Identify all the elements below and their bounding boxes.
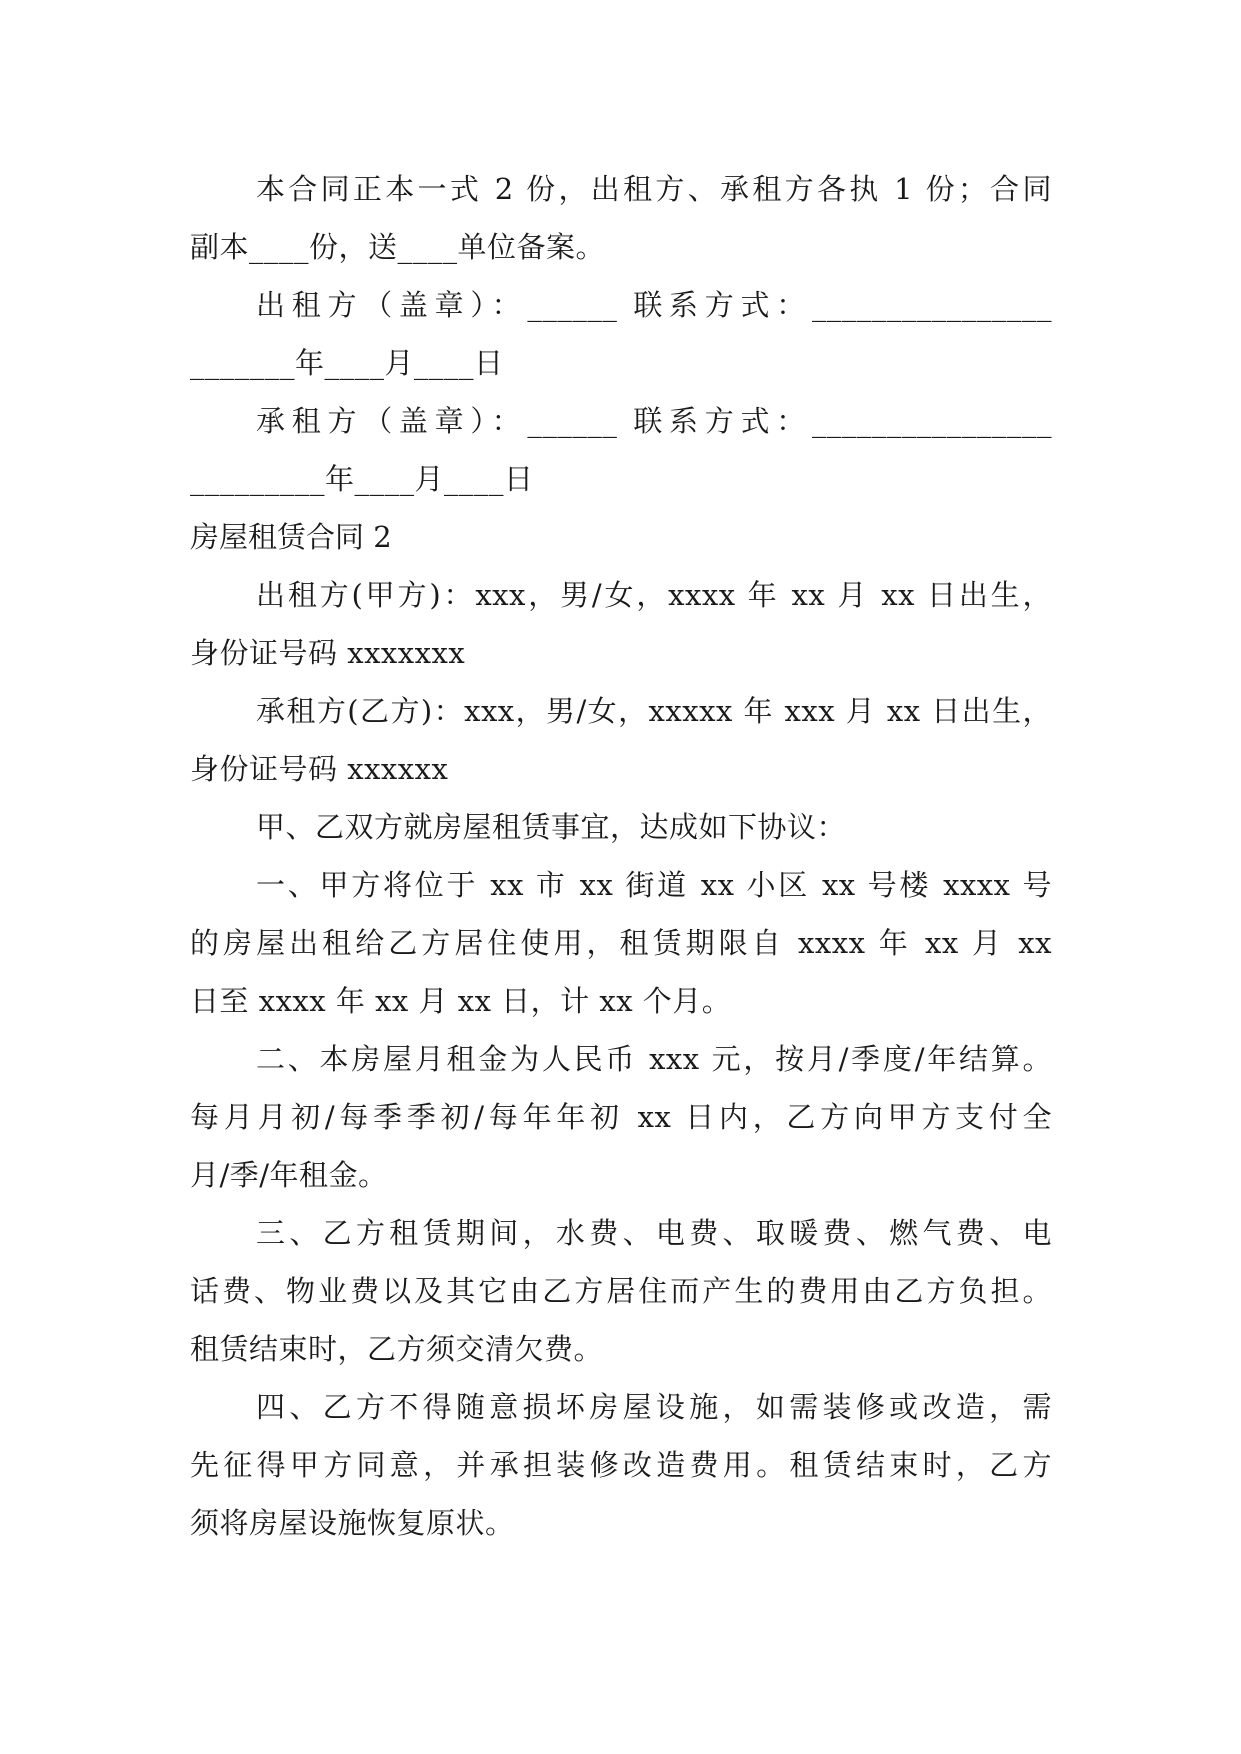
paragraph-line: 身份证号码 xxxxxx: [190, 752, 449, 786]
section-heading: 房屋租赁合同 2: [190, 520, 392, 554]
paragraph-line: 本合同正本一式 2 份，出租方、承租方各执 1 份；合同: [256, 172, 1052, 206]
clause-line: 的房屋出租给乙方居住使用，租赁期限自 xxxx 年 xx 月 xx: [190, 926, 1052, 960]
clause-line: 先征得甲方同意，并承担装修改造费用。租赁结束时，乙方: [190, 1448, 1052, 1482]
paragraph-line: 承租方(乙方)：xxx，男/女，xxxxx 年 xxx 月 xx 日出生，: [256, 694, 1052, 728]
clause-line: 二、本房屋月租金为人民币 xxx 元，按月/季度/年结算。: [256, 1042, 1052, 1076]
date-line: _________年____月____日: [190, 462, 534, 496]
signature-line-lessee: 承租方（盖章）：______ 联系方式：________________: [256, 404, 1052, 438]
date-line: _______年____月____日: [190, 346, 504, 380]
paragraph-line: 出租方(甲方)：xxx，男/女，xxxx 年 xx 月 xx 日出生，: [256, 578, 1052, 612]
clause-line: 四、乙方不得随意损坏房屋设施，如需装修或改造，需: [256, 1390, 1052, 1424]
paragraph-line: 身份证号码 xxxxxxx: [190, 636, 466, 670]
clause-line: 日至 xxxx 年 xx 月 xx 日，计 xx 个月。: [190, 984, 732, 1018]
paragraph-line: 甲、乙双方就房屋租赁事宜，达成如下协议：: [256, 810, 847, 844]
document-body: [190, 160, 1052, 1552]
clause-line: 须将房屋设施恢复原状。: [190, 1506, 515, 1540]
clause-line: 租赁结束时，乙方须交清欠费。: [190, 1332, 604, 1366]
clause-line: 话费、物业费以及其它由乙方居住而产生的费用由乙方负担。: [190, 1274, 1052, 1308]
paragraph-line: 副本____份，送____单位备案。: [190, 230, 606, 264]
clause-line: 月/季/年租金。: [190, 1158, 388, 1192]
clause-line: 一、甲方将位于 xx 市 xx 街道 xx 小区 xx 号楼 xxxx 号: [256, 868, 1052, 902]
signature-line-lessor: 出租方（盖章）：______ 联系方式：________________: [256, 288, 1052, 322]
clause-line: 三、乙方租赁期间，水费、电费、取暖费、燃气费、电: [256, 1216, 1052, 1250]
clause-line: 每月月初/每季季初/每年年初 xx 日内，乙方向甲方支付全: [190, 1100, 1052, 1134]
